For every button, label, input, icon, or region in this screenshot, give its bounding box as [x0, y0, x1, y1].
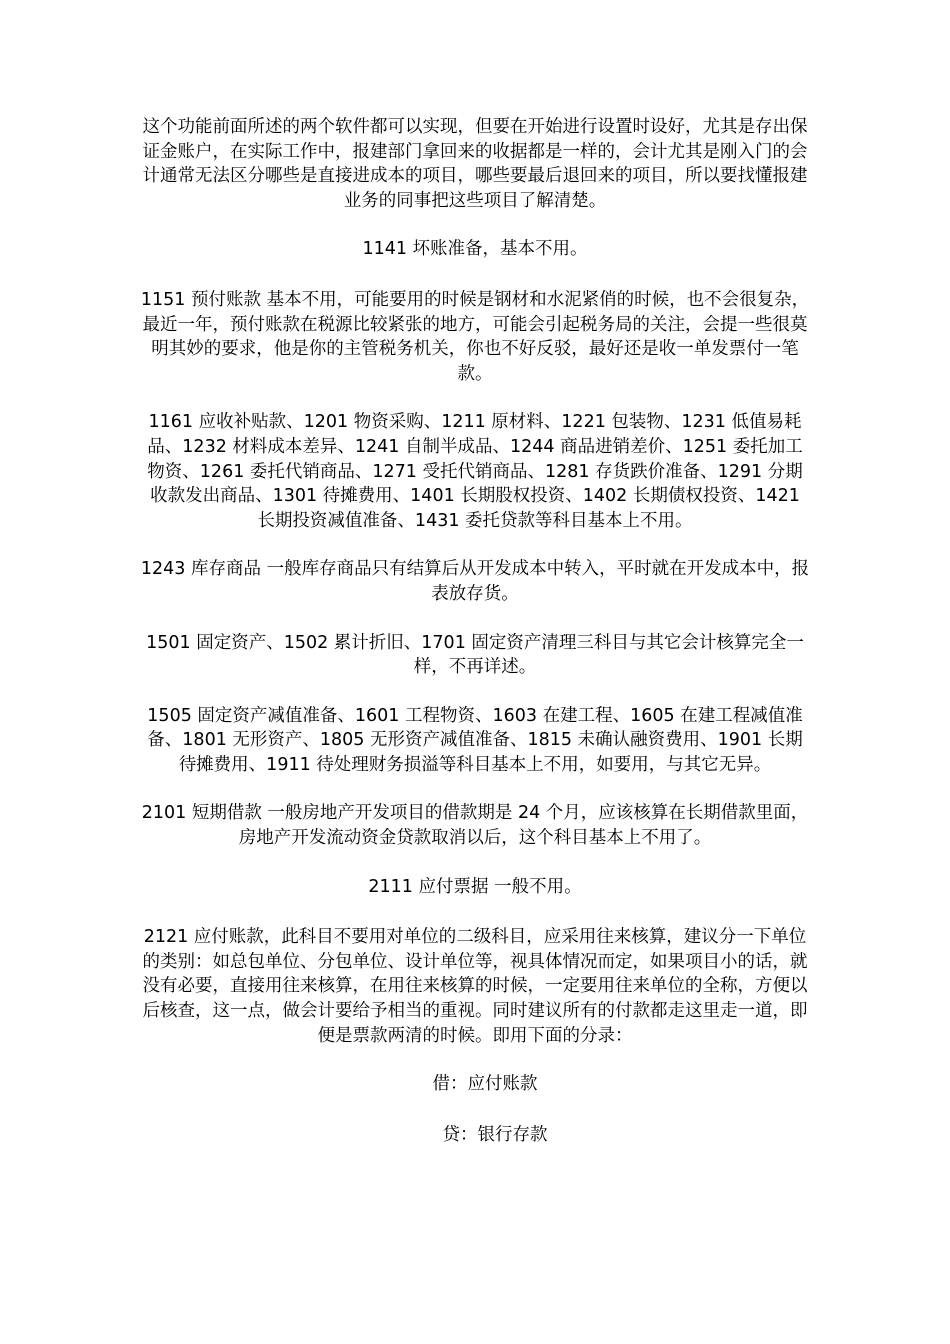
paragraph-fixed-assets: 1501 固定资产、1502 累计折旧、1701 固定资产清理三科目与其它会计核算完全一样，不再详述。 — [146, 632, 804, 678]
paragraph-1243-inventory: 1243 库存商品 一般库存商品只有结算后从开发成本中转入，平时就在开发成本中，报表放存货。 — [140, 559, 810, 604]
paragraph-unused-accounts: 1161 应收补贴款、1201 物资采购、1211 原材料、1221 包装物、1231 低值易耗品、1232 材料成本差异、1241 自制半成品、1244 商品进销差价、1251 委托加工物资、1261 委托代销商品、1271 受托代销商品、1281 存货跌价准备、1291 分期收款发出商品、1301 待摊费用、1401 长期股权投资、1402 长期债权投资、1421 长期投资减值准备、1431 委托贷款等科目基本上不用。 — [147, 412, 803, 531]
paragraph-2121-accounts-payable: 2121 应付账款，此科目不要用对单位的二级科目，应采用往来核算，建议分一下单位的类别：如总包单位、分包单位、设计单位等，视具体情况而定，如果项目小的话，就没有必要，直接用往来核算，在用往来核算的时候，一定要用往来单位的全称，方便以后核查，这一点，做会计要给予相当的重视。同时建议所有的付款都走这里走一道，即便是票款两清的时候。即用下面的分录： — [142, 927, 808, 1046]
paragraph-2111-notes-payable: 2111 应付票据 一般不用。 — [368, 876, 582, 897]
paragraph-1151-prepayment: 1151 预付账款 基本不用，可能要用的时候是钢材和水泥紧俏的时候，也不会很复杂，最近一年，预付账款在税源比较紧张的地方，可能会引起税务局的关注，会提一些很莫明其妙的要求，他是你的主管税务机关，你也不好反驳，最好还是收一单发票付一笔款。 — [140, 289, 810, 384]
paragraph-deposit-account: 这个功能前面所述的两个软件都可以实现，但要在开始进行设置时设好，尤其是存出保证金账户，在实际工作中，报建部门拿回来的收据都是一样的，会计尤其是刚入门的会计通常无法区分哪些是直接进成本的项目，哪些要最后退回来的项目，所以要找懂报建业务的同事把这些项目了解清楚。 — [142, 117, 808, 211]
paragraph-1141-bad-debt: 1141 坏账准备，基本不用。 — [362, 239, 588, 260]
document-body — [140, 115, 810, 1173]
journal-entry-credit: 贷：银行存款 — [442, 1124, 548, 1145]
paragraph-2101-short-term-loan: 2101 短期借款 一般房地产开发项目的借款期是 24 个月，应该核算在长期借款里面，房地产开发流动资金贷款取消以后，这个科目基本上不用了。 — [141, 803, 809, 849]
journal-entry-debit: 借：应付账款 — [432, 1074, 538, 1095]
paragraph-impairment-accounts: 1505 固定资产减值准备、1601 工程物资、1603 在建工程、1605 在建工程减值准备、1801 无形资产、1805 无形资产减值准备、1815 未确认融资费用、1901 长期待摊费用、1911 待处理财务损溢等科目基本上不用，如要用，与其它无异。 — [147, 705, 803, 775]
